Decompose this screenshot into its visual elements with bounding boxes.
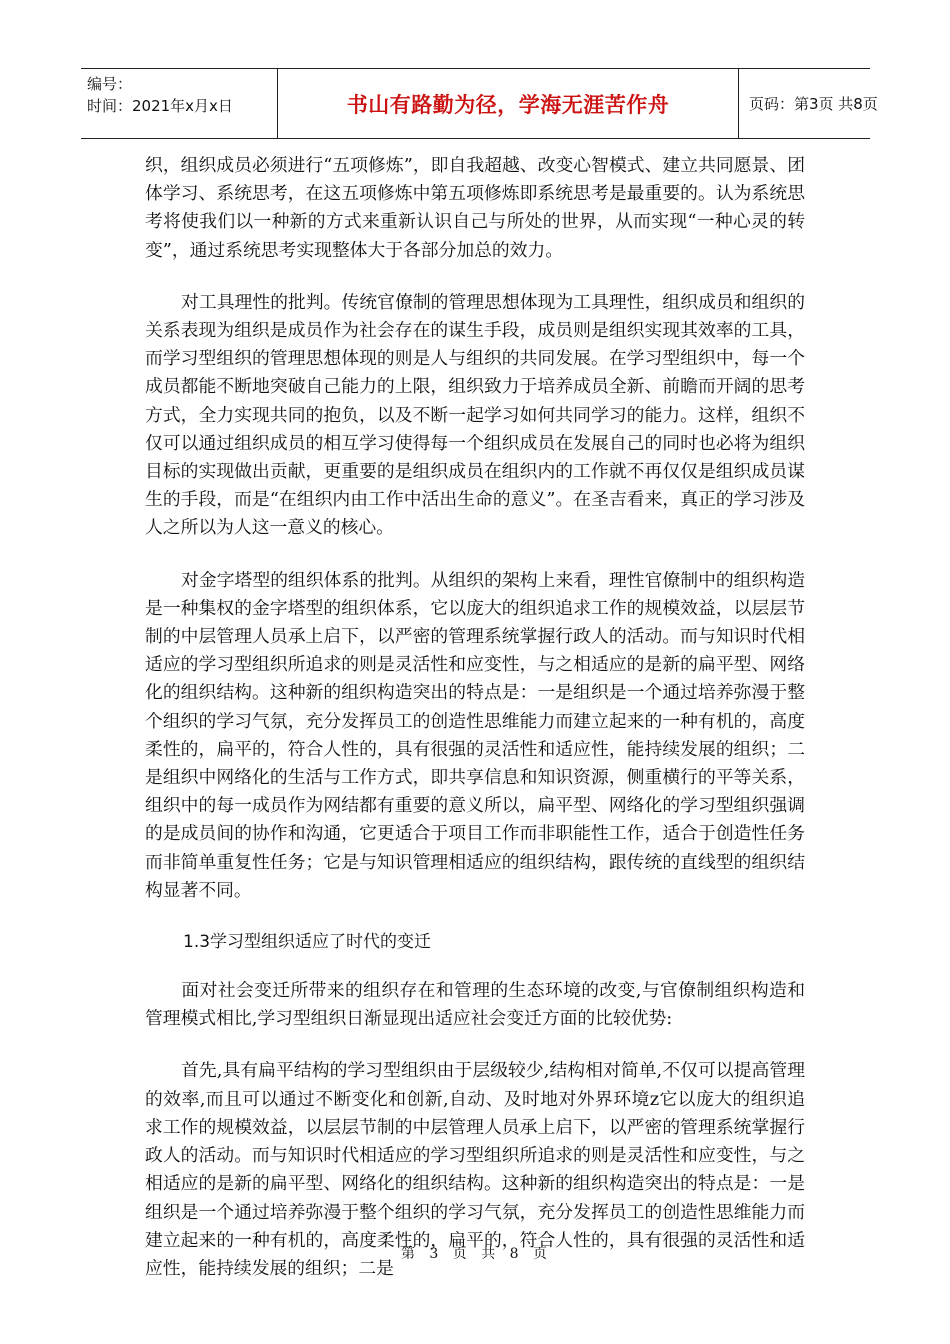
header-meta-cell	[81, 69, 278, 138]
paragraph-text: 对金字塔型的组织体系的批判。从组织的架构上来看，理性官僚制中的组织构造是一种集权的金字塔型的组织体系，它以庞大的组织追求工作的规模效益，以层层节制的中层管理人员承上启下，以严密的管理系统掌握行政人的活动。而与知识时代相适应的学习型组织所追求的则是灵活性和应变性，与之相适应的是新的扁平型、网络化的组织结构。这种新的组织构造突出的特点是：一是组织是一个通过培养弥漫于整个组织的学习气氛，充分发挥员工的创造性思维能力而建立起来的一种有机的，高度柔性的，扁平的，符合人性的，具有很强的灵活性和适应性，能持续发展的组织；二是组织中网络化的生活与工作方式，即共享信息和知识资源，侧重横行的平等关系，组织中的每一成员作为网结都有重要的意义所以，扁平型、网络化的学习型组织强调的是成员间的协作和沟通，它更适合于项目工作而非职能性工作，适合于创造性任务而非简单重复性任务；它是与知识管理相适应的组织结构，跟传统的直线型的组织结构显著不同。	[145, 569, 805, 901]
page-header	[81, 68, 878, 139]
header-motto: 书山有路勤为径，学海无涯苦作舟	[346, 92, 670, 117]
paragraph-text: 首先,具有扁平结构的学习型组织由于层级较少,结构相对简单,不仅可以提高管理的效率,而且可以通过不断变化和创新,自动、及时地对外界环境z它以庞大的组织追求工作的规模效益，以层层节制的中层管理人员承上启下，以严密的管理系统掌握行政人的活动。而与知识时代相适应的学习型组织所追求的则是灵活性和应变性，与之相适应的是新的扁平型、网络化的组织结构。这种新的组织构造突出的特点是：一是组织是一个通过培养弥漫于整个组织的学习气氛，充分发挥员工的创造性思维能力而建立起来的一种有机的，高度柔性的，扁平的，符合人性的，具有很强的灵活性和适应性，能持续发展的组织；二是	[145, 1060, 805, 1279]
paragraph	[145, 977, 805, 1033]
header-page-info: 页码：第3页 共8页	[749, 95, 878, 113]
header-motto-cell	[278, 69, 739, 138]
section-heading: 1.3学习型组织适应了时代的变迁	[183, 932, 432, 953]
document-date: 时间：2021年x月x日	[87, 97, 233, 115]
paragraph	[145, 289, 805, 543]
header-page-cell	[739, 69, 878, 138]
page-footer: 第 3 页 共 8 页	[400, 1246, 550, 1262]
paragraph-text: 织，组织成员必须进行“五项修炼”，即自我超越、改变心智模式、建立共同愿景、团体学习、系统思考，在这五项修炼中第五项修炼即系统思考是最重要的。认为系统思考将使我们以一种新的方式来重新认识自己与所处的世界，从而实现“一种心灵的转变”，通过系统思考实现整体大于各部分加总的效力。	[145, 155, 805, 261]
paragraph-text: 面对社会变迁所带来的组织存在和管理的生态环境的改变,与官僚制组织构造和管理模式相比,学习型组织日渐显现出适应社会变迁方面的比较优势:	[145, 980, 805, 1030]
paragraph-text: 对工具理性的批判。传统官僚制的管理思想体现为工具理性，组织成员和组织的关系表现为组织是成员作为社会存在的谋生手段，成员则是组织实现其效率的工具，而学习型组织的管理思想体现的则是人与组织的共同发展。在学习型组织中，每一个成员都能不断地突破自己能力的上限，组织致力于培养成员全新、前瞻而开阔的思考方式，全力实现共同的抱负，以及不断一起学习如何共同学习的能力。这样，组织不仅可以通过组织成员的相互学习使得每一个组织成员在发展自己的同时也必将为组织目标的实现做出贡献，更重要的是组织成员在组织内的工作就不再仅仅是组织成员谋生的手段，而是“在组织内由工作中活出生命的意义”。在圣吉看来，真正的学习涉及人之所以为人这一意义的核心。	[145, 291, 805, 539]
document-number-label: 编号：	[87, 75, 133, 93]
document-body	[145, 152, 805, 1307]
paragraph	[145, 567, 805, 905]
paragraph	[145, 152, 805, 265]
